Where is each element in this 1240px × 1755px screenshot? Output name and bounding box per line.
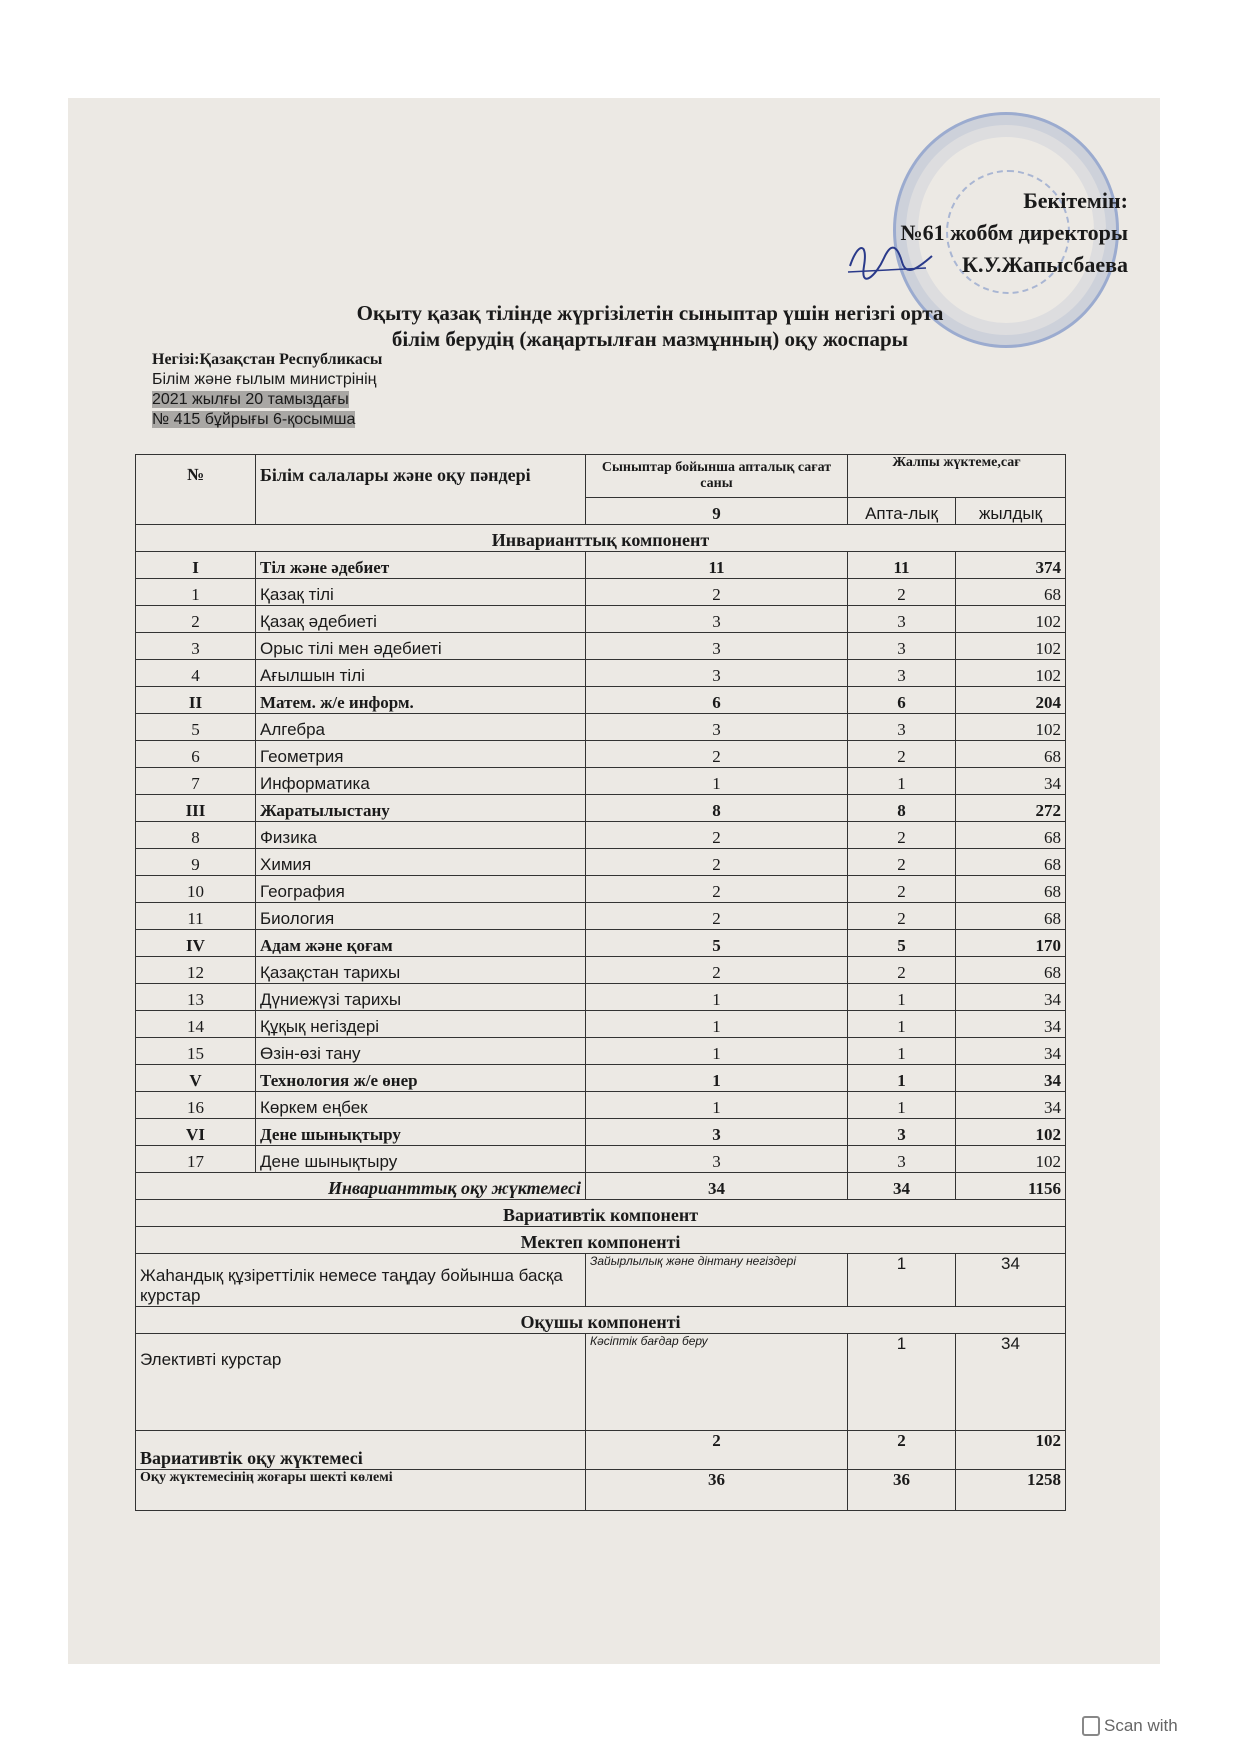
row-week: 3 xyxy=(848,606,956,633)
row-num: IV xyxy=(136,930,256,957)
row-num: 3 xyxy=(136,633,256,660)
table-row xyxy=(136,606,1066,633)
row-grade: 11 xyxy=(586,552,848,579)
variative-total-week: 2 xyxy=(848,1431,956,1470)
row-num: 10 xyxy=(136,876,256,903)
max-total-year: 1258 xyxy=(956,1470,1066,1511)
basis-block xyxy=(152,350,382,430)
max-total-grade: 36 xyxy=(586,1470,848,1511)
table-row xyxy=(136,714,1066,741)
row-subject: Ағылшын тілі xyxy=(256,660,586,687)
row-subject: Қазақ әдебиеті xyxy=(256,606,586,633)
row-subject: Қазақстан тарихы xyxy=(256,957,586,984)
table-row xyxy=(136,579,1066,606)
row-year: 34 xyxy=(956,1065,1066,1092)
title-line-2: білім берудің (жаңартылған мазмұнның) оқу жоспары xyxy=(391,327,909,351)
header-weekly-col: Апта-лық xyxy=(848,498,956,525)
row-grade: 3 xyxy=(586,1146,848,1173)
row-week: 1 xyxy=(848,1038,956,1065)
row-year: 68 xyxy=(956,957,1066,984)
table-row xyxy=(136,660,1066,687)
row-subject: Қазақ тілі xyxy=(256,579,586,606)
row-num: V xyxy=(136,1065,256,1092)
row-grade: 1 xyxy=(586,1065,848,1092)
row-grade: 3 xyxy=(586,1119,848,1146)
row-num: II xyxy=(136,687,256,714)
row-week: 2 xyxy=(848,903,956,930)
row-year: 34 xyxy=(956,1092,1066,1119)
table-row xyxy=(136,741,1066,768)
row-num: 5 xyxy=(136,714,256,741)
row-week: 2 xyxy=(848,822,956,849)
row-subject: География xyxy=(256,876,586,903)
school-row-name: Жаһандық құзіреттілік немесе таңдау бойынша басқа курстар xyxy=(136,1254,586,1307)
variative-total-year: 102 xyxy=(956,1431,1066,1470)
row-subject: Көркем еңбек xyxy=(256,1092,586,1119)
row-year: 272 xyxy=(956,795,1066,822)
row-grade: 2 xyxy=(586,876,848,903)
document-title xyxy=(250,300,1050,352)
row-week: 2 xyxy=(848,741,956,768)
row-num: 6 xyxy=(136,741,256,768)
max-total-label: Оқу жүктемесінің жоғары шекті көлемі xyxy=(136,1470,586,1511)
invariant-total-grade: 34 xyxy=(586,1173,848,1200)
row-year: 102 xyxy=(956,660,1066,687)
row-subject: Жаратылыстану xyxy=(256,795,586,822)
row-num: I xyxy=(136,552,256,579)
row-subject: Алгебра xyxy=(256,714,586,741)
row-subject: Құқық негіздері xyxy=(256,1011,586,1038)
row-num: 11 xyxy=(136,903,256,930)
table-row xyxy=(136,1119,1066,1146)
row-week: 11 xyxy=(848,552,956,579)
table-row xyxy=(136,876,1066,903)
header-yearly-col: жылдық xyxy=(956,498,1066,525)
row-year: 102 xyxy=(956,1119,1066,1146)
header-weekly: Сыныптар бойынша апталық сағат саны xyxy=(586,455,848,498)
approval-block xyxy=(901,185,1128,281)
header-subject: Білім салалары және оқу пәндері xyxy=(256,455,586,525)
school-row-week: 1 xyxy=(848,1254,956,1307)
basis-line-2: Білім және ғылым министрінің xyxy=(152,371,377,388)
basis-line-3: 2021 жылғы 20 тамыздағы xyxy=(152,391,349,408)
max-total-row xyxy=(136,1470,1066,1511)
row-subject: Тіл және әдебиет xyxy=(256,552,586,579)
row-year: 68 xyxy=(956,579,1066,606)
row-year: 34 xyxy=(956,768,1066,795)
row-week: 2 xyxy=(848,957,956,984)
row-num: 12 xyxy=(136,957,256,984)
row-grade: 2 xyxy=(586,741,848,768)
row-subject: Химия xyxy=(256,849,586,876)
row-subject: Геометрия xyxy=(256,741,586,768)
table-row xyxy=(136,1011,1066,1038)
invariant-section-row xyxy=(136,525,1066,552)
table-row xyxy=(136,1092,1066,1119)
row-year: 102 xyxy=(956,714,1066,741)
row-year: 204 xyxy=(956,687,1066,714)
table-header-row xyxy=(136,455,1066,498)
row-grade: 2 xyxy=(586,903,848,930)
table-row xyxy=(136,1038,1066,1065)
row-week: 1 xyxy=(848,1092,956,1119)
row-week: 2 xyxy=(848,876,956,903)
curriculum-table xyxy=(135,454,1066,1511)
row-num: 15 xyxy=(136,1038,256,1065)
row-year: 374 xyxy=(956,552,1066,579)
variative-total-label: Вариативтік оқу жүктемесі xyxy=(136,1431,586,1470)
row-num: III xyxy=(136,795,256,822)
row-grade: 8 xyxy=(586,795,848,822)
row-year: 34 xyxy=(956,1011,1066,1038)
row-year: 34 xyxy=(956,984,1066,1011)
approval-line-3: К.У.Жапысбаева xyxy=(962,252,1128,277)
row-week: 3 xyxy=(848,1119,956,1146)
table-row xyxy=(136,984,1066,1011)
row-week: 3 xyxy=(848,660,956,687)
header-grade: 9 xyxy=(586,498,848,525)
invariant-total-label: Инварианттық оқу жүктемесі xyxy=(136,1173,586,1200)
title-line-1: Оқыту қазақ тілінде жүргізілетін сыныптар үшін негізгі орта xyxy=(356,301,944,325)
school-row xyxy=(136,1254,1066,1307)
row-year: 102 xyxy=(956,633,1066,660)
variative-title-row xyxy=(136,1200,1066,1227)
row-week: 3 xyxy=(848,1146,956,1173)
invariant-total-week: 34 xyxy=(848,1173,956,1200)
approval-line-2: №61 жоббм директоры xyxy=(900,220,1128,245)
table-row xyxy=(136,822,1066,849)
row-grade: 1 xyxy=(586,984,848,1011)
row-grade: 1 xyxy=(586,1011,848,1038)
row-num: 14 xyxy=(136,1011,256,1038)
row-year: 68 xyxy=(956,903,1066,930)
row-week: 1 xyxy=(848,768,956,795)
header-total: Жалпы жүктеме,сағ xyxy=(848,455,1066,498)
table-row xyxy=(136,849,1066,876)
row-num: 7 xyxy=(136,768,256,795)
scan-watermark xyxy=(1082,1716,1178,1736)
row-subject: Дене шынықтыру xyxy=(256,1146,586,1173)
row-subject: Информатика xyxy=(256,768,586,795)
row-num: 9 xyxy=(136,849,256,876)
student-title: Оқушы компоненті xyxy=(136,1307,1066,1334)
student-row xyxy=(136,1334,1066,1431)
row-year: 68 xyxy=(956,741,1066,768)
variative-title: Вариативтік компонент xyxy=(136,1200,1066,1227)
table-row xyxy=(136,795,1066,822)
variative-total-grade: 2 xyxy=(586,1431,848,1470)
row-week: 1 xyxy=(848,1065,956,1092)
row-grade: 3 xyxy=(586,714,848,741)
row-grade: 2 xyxy=(586,579,848,606)
student-row-course: Кәсіптік бағдар беру xyxy=(586,1334,848,1431)
row-subject: Өзін-өзі тану xyxy=(256,1038,586,1065)
student-title-row xyxy=(136,1307,1066,1334)
school-row-year: 34 xyxy=(956,1254,1066,1307)
table-row xyxy=(136,930,1066,957)
scan-text: Scan with xyxy=(1104,1716,1178,1735)
table-row xyxy=(136,903,1066,930)
row-year: 170 xyxy=(956,930,1066,957)
table-row xyxy=(136,768,1066,795)
row-num: 16 xyxy=(136,1092,256,1119)
row-subject: Биология xyxy=(256,903,586,930)
row-week: 6 xyxy=(848,687,956,714)
row-year: 68 xyxy=(956,876,1066,903)
max-total-week: 36 xyxy=(848,1470,956,1511)
school-title-row xyxy=(136,1227,1066,1254)
row-subject: Матем. ж/е информ. xyxy=(256,687,586,714)
basis-line-1: Негізі:Қазақстан Республикасы xyxy=(152,351,383,368)
scanner-icon xyxy=(1082,1716,1100,1736)
row-year: 34 xyxy=(956,1038,1066,1065)
table-row xyxy=(136,957,1066,984)
invariant-total-year: 1156 xyxy=(956,1173,1066,1200)
row-week: 1 xyxy=(848,1011,956,1038)
row-week: 3 xyxy=(848,633,956,660)
table-row xyxy=(136,687,1066,714)
row-year: 68 xyxy=(956,849,1066,876)
row-num: 2 xyxy=(136,606,256,633)
row-subject: Адам және қоғам xyxy=(256,930,586,957)
approval-line-1: Бекітемін: xyxy=(1023,188,1128,213)
row-week: 1 xyxy=(848,984,956,1011)
variative-total-row xyxy=(136,1431,1066,1470)
row-grade: 3 xyxy=(586,633,848,660)
school-title: Мектеп компоненті xyxy=(136,1227,1066,1254)
row-week: 2 xyxy=(848,579,956,606)
row-grade: 2 xyxy=(586,849,848,876)
invariant-title: Инварианттық компонент xyxy=(136,525,1066,552)
row-week: 3 xyxy=(848,714,956,741)
row-week: 5 xyxy=(848,930,956,957)
row-grade: 3 xyxy=(586,606,848,633)
row-year: 68 xyxy=(956,822,1066,849)
row-week: 8 xyxy=(848,795,956,822)
table-row xyxy=(136,552,1066,579)
basis-line-4: № 415 бұйрығы 6-қосымша xyxy=(152,411,356,428)
row-grade: 1 xyxy=(586,1092,848,1119)
row-num: 8 xyxy=(136,822,256,849)
row-year: 102 xyxy=(956,606,1066,633)
row-num: 13 xyxy=(136,984,256,1011)
row-num: 1 xyxy=(136,579,256,606)
row-subject: Дене шынықтыру xyxy=(256,1119,586,1146)
row-num: 17 xyxy=(136,1146,256,1173)
row-subject: Технология ж/е өнер xyxy=(256,1065,586,1092)
row-subject: Орыс тілі мен әдебиеті xyxy=(256,633,586,660)
table-row xyxy=(136,633,1066,660)
student-row-week: 1 xyxy=(848,1334,956,1431)
row-num: VI xyxy=(136,1119,256,1146)
table-row xyxy=(136,1146,1066,1173)
school-row-course: Зайырлылық және дінтану негіздері xyxy=(586,1254,848,1307)
row-grade: 2 xyxy=(586,822,848,849)
row-grade: 2 xyxy=(586,957,848,984)
student-row-year: 34 xyxy=(956,1334,1066,1431)
row-subject: Физика xyxy=(256,822,586,849)
invariant-total-row xyxy=(136,1173,1066,1200)
row-subject: Дүниежүзі тарихы xyxy=(256,984,586,1011)
row-grade: 1 xyxy=(586,1038,848,1065)
header-num: № xyxy=(136,455,256,525)
row-week: 2 xyxy=(848,849,956,876)
row-grade: 5 xyxy=(586,930,848,957)
table-row xyxy=(136,1065,1066,1092)
row-year: 102 xyxy=(956,1146,1066,1173)
row-grade: 1 xyxy=(586,768,848,795)
row-num: 4 xyxy=(136,660,256,687)
row-grade: 3 xyxy=(586,660,848,687)
row-grade: 6 xyxy=(586,687,848,714)
student-row-name: Элективті курстар xyxy=(136,1334,586,1431)
